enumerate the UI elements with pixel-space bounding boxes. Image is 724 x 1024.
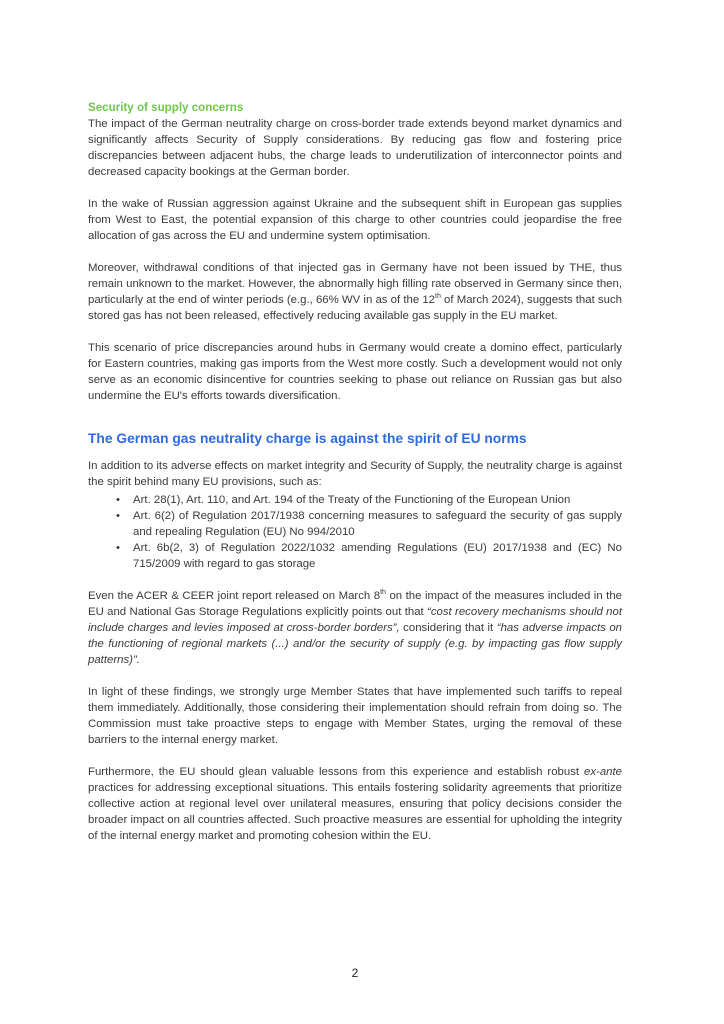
paragraph-domino-effect: This scenario of price discrepancies around hubs in Germany would create a domino effect, particularly for Eastern countries, making gas imports from the West more costly. Such a development would not only serve as an economic disincentive for countries seeking to phase out reliance on Russian gas but also undermine the EU's efforts towards diversification. (88, 342, 622, 402)
list-item-regulation-2017-1938: • Art. 6(2) of Regulation 2017/1938 concerning measures to safeguard the security of gas supply and repealing Regulation (EU) No 994/2010 (88, 508, 622, 540)
section-heading-security-of-supply: Security of supply concerns (88, 101, 244, 114)
page-number: 2 (351, 966, 359, 980)
paragraph-eu-provisions-intro: In addition to its adverse effects on market integrity and Security of Supply, the neutrality charge is against the spirit behind many EU provisions, such as: (88, 460, 622, 488)
paragraph-market-impact: The impact of the German neutrality charge on cross-border trade extends beyond market dynamics and significantly affects Security of Supply considerations. By reducing gas flow and fostering price discrepancies between adjacent hubs, the charge leads to underutilization of interconnector points and decreased capacity bookings at the German border. (88, 118, 622, 178)
page-content (88, 100, 622, 860)
list-item-treaty-articles: • Art. 28(1), Art. 110, and Art. 194 of the Treaty of the Functioning of the European Union (88, 492, 622, 508)
paragraph-ex-ante-practices: Furthermore, the EU should glean valuable lessons from this experience and establish robust ex-ante practices for addressing exceptional situations. This entails fostering solidarity agreements that prioritize collective action at regional level over unilateral measures, ensuring that policy decisions consider the broader impact on all countries affected. Such proactive measures are essential for upholding the integrity of the internal energy market and promoting cohesion within the EU. (88, 766, 622, 842)
eu-provisions-list (88, 492, 622, 572)
section-heading-eu-norms: The German gas neutrality charge is against the spirit of EU norms (88, 431, 527, 446)
list-item-regulation-2022-1032: • Art. 6b(2, 3) of Regulation 2022/1032 amending Regulations (EU) 2017/1938 and (EC) No 715/2009 with regard to gas storage (88, 540, 622, 572)
paragraph-withdrawal-conditions: Moreover, withdrawal conditions of that injected gas in Germany have not been issued by THE, thus remain unknown to the market. However, the abnormally high filling rate observed in Germany since then, particularly at the end of winter periods (e.g., 66% WV in as of the 12th of March 2024), suggests that such stored gas has not been released, effectively reducing available gas supply in the EU market. (88, 262, 622, 322)
paragraph-russian-aggression: In the wake of Russian aggression against Ukraine and the subsequent shift in European gas supplies from West to East, the potential expansion of this charge to other countries could jeopardise the free allocation of gas across the EU and undermine system optimisation. (88, 198, 622, 242)
paragraph-urge-member-states: In light of these findings, we strongly urge Member States that have implemented such tariffs to repeal them immediately. Additionally, those considering their implementation should refrain from doing so. The Commission must take proactive steps to engage with Member States, urging the removal of these barriers to the internal energy market. (88, 686, 622, 746)
paragraph-acer-ceer-report: Even the ACER & CEER joint report released on March 8th on the impact of the measures included in the EU and National Gas Storage Regulations explicitly points out that “cost recovery mechanisms should not include charges and levies imposed at cross-border borders”, considering that it “has adverse impacts on the functioning of regional markets (...) and/or the security of supply (e.g. by impacting gas flow supply patterns)”. (88, 589, 623, 666)
